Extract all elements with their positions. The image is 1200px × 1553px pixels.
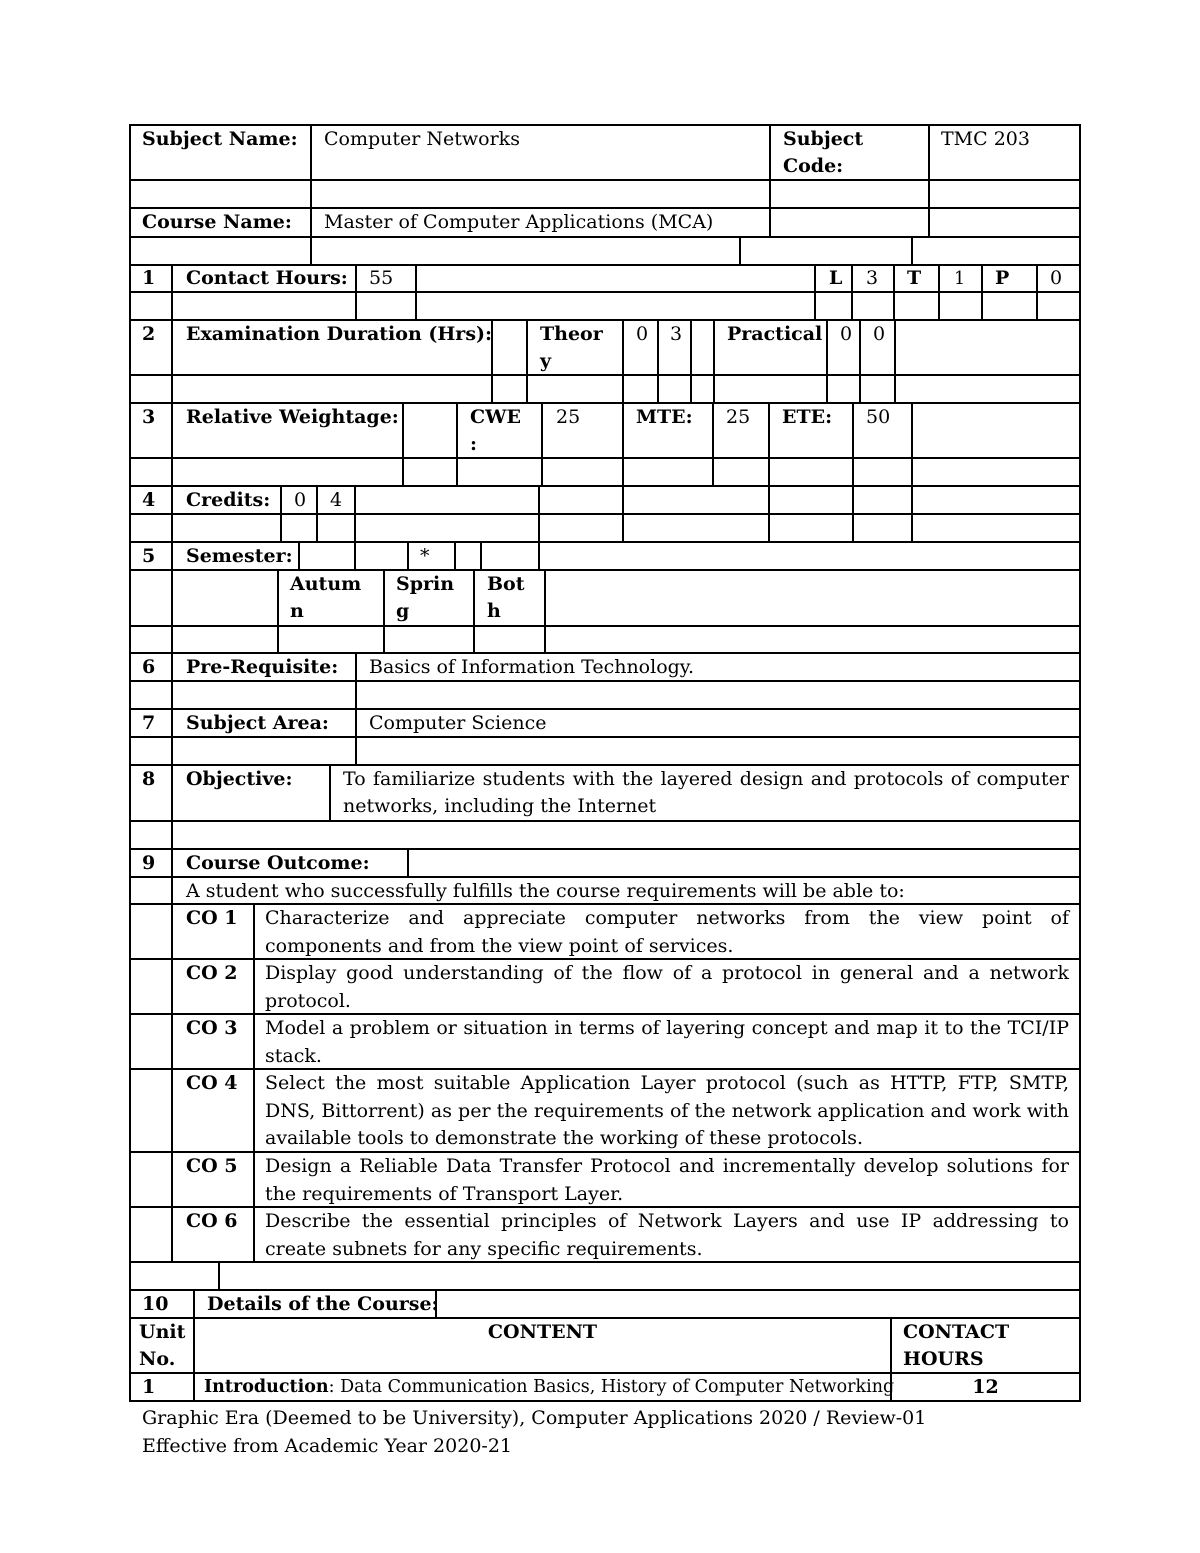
objective-line-1: To familiarize students with the layered design and protocols of computer: [343, 768, 1069, 790]
co-code: CO 5: [186, 1155, 238, 1177]
contact-hours-header: CONTACT: [903, 1321, 1010, 1343]
co-code: CO 4: [186, 1072, 238, 1094]
ete-label: ETE:: [782, 406, 833, 428]
co-code: CO 2: [186, 962, 238, 984]
tutorial-label: T: [907, 267, 922, 289]
theory-digit-2: 3: [670, 323, 683, 345]
co-code: CO 1: [186, 907, 238, 929]
row-number: 8: [142, 768, 156, 790]
practical-digit-1: 0: [840, 323, 853, 345]
prerequisite-label: Pre-Requisite:: [186, 656, 339, 678]
weightage-label: Relative Weightage:: [186, 406, 399, 428]
course-details-label: Details of the Course:: [207, 1293, 439, 1315]
cwe-label: CWE: [470, 406, 521, 428]
contact-hours-label: Contact Hours:: [186, 267, 348, 289]
course-outcome-intro: A student who successfully fulfills the course requirements will be able to:: [186, 880, 905, 902]
credits-digit-2: 4: [330, 489, 343, 511]
unit-no-header: Unit: [139, 1321, 186, 1343]
objective-line-2: networks, including the Internet: [343, 795, 657, 817]
co-code: CO 6: [186, 1210, 238, 1232]
row-number: 1: [142, 267, 156, 289]
co-text: Describe the essential principles of Network Layers and use IP addressing to create subnets for any specific requirements.: [265, 1210, 1069, 1260]
unit-number: 1: [142, 1376, 156, 1398]
subject-code-label-2: Code:: [783, 155, 844, 177]
co-text: Select the most suitable Application Layer protocol (such as HTTP, FTP, SMTP, DNS, Bittorrent) as per the requirements of the network application and work with available tools to demonstrate the working of these protocols.: [265, 1072, 1069, 1149]
semester-label: Semester:: [186, 545, 293, 567]
row-number: 10: [142, 1293, 169, 1315]
autumn-label: Autum: [290, 573, 362, 595]
cwe-value: 25: [556, 406, 581, 428]
practical-digit-2: 0: [873, 323, 886, 345]
lecture-label: L: [829, 267, 843, 289]
ete-value: 50: [866, 406, 891, 428]
practical-exam-label: Practical: [727, 323, 823, 345]
semester-mark: *: [420, 545, 430, 567]
objective-label: Objective:: [186, 768, 293, 790]
unit-topics: : Data Communication Basics, History of Computer Networking: [328, 1377, 895, 1397]
co-text: Model a problem or situation in terms of layering concept and map it to the TCI/IP stack.: [265, 1017, 1069, 1067]
footer-line-2: Effective from Academic Year 2020-21: [142, 1435, 512, 1457]
practical-value: 0: [1050, 267, 1063, 289]
both-label-2: h: [487, 600, 501, 622]
theory-digit-1: 0: [636, 323, 649, 345]
row-number: 6: [142, 656, 156, 678]
both-label: Bot: [487, 573, 525, 595]
co-text: Display good understanding of the flow of a protocol in general and a network protocol.: [265, 962, 1069, 1012]
row-number: 7: [142, 712, 156, 734]
theory-label-2: y: [540, 350, 552, 372]
row-number: 4: [142, 489, 156, 511]
mte-label: MTE:: [636, 406, 693, 428]
lecture-value: 3: [866, 267, 879, 289]
subject-code-value: TMC 203: [941, 128, 1030, 150]
spring-label: Sprin: [396, 573, 455, 595]
theory-label: Theor: [540, 323, 603, 345]
credits-digit-1: 0: [294, 489, 307, 511]
co-text: Characterize and appreciate computer networks from the view point of components and from the view point of services.: [265, 907, 1069, 957]
autumn-label-2: n: [290, 600, 304, 622]
row-number: 9: [142, 852, 156, 874]
tutorial-value: 1: [954, 269, 966, 289]
mte-value: 25: [726, 406, 751, 428]
unit-content: [204, 1374, 894, 1401]
co-code: CO 3: [186, 1017, 238, 1039]
subject-name-value: Computer Networks: [324, 128, 520, 150]
cwe-label-2: :: [470, 433, 478, 455]
content-header: CONTENT: [487, 1321, 598, 1343]
row-number: 2: [142, 323, 156, 345]
row-number: 5: [142, 545, 156, 567]
course-outcome-label: Course Outcome:: [186, 852, 370, 874]
unit-title: Introduction: [204, 1377, 329, 1397]
unit-no-header-2: No.: [139, 1348, 176, 1370]
subject-code-label: Subject: [783, 128, 864, 150]
credits-label: Credits:: [186, 489, 271, 511]
spring-label-2: g: [396, 600, 410, 622]
subject-name-label: Subject Name:: [142, 128, 298, 150]
row-number: 3: [142, 406, 156, 428]
course-name-value: Master of Computer Applications (MCA): [324, 211, 714, 233]
contact-hours-header-2: HOURS: [903, 1348, 984, 1370]
prerequisite-value: Basics of Information Technology.: [369, 656, 695, 678]
exam-duration-label: Examination Duration (Hrs):: [186, 323, 493, 345]
co-text: Design a Reliable Data Transfer Protocol and incrementally develop solutions for the requirements of Transport Layer.: [265, 1155, 1069, 1205]
unit-hours: 12: [972, 1376, 999, 1398]
contact-hours-value: 55: [369, 267, 394, 289]
subject-area-value: Computer Science: [369, 712, 547, 734]
footer-line-1: Graphic Era (Deemed to be University), Computer Applications 2020 / Review-01: [142, 1407, 927, 1429]
practical-label: P: [995, 267, 1010, 289]
course-name-label: Course Name:: [142, 211, 292, 233]
subject-area-label: Subject Area:: [186, 712, 329, 734]
